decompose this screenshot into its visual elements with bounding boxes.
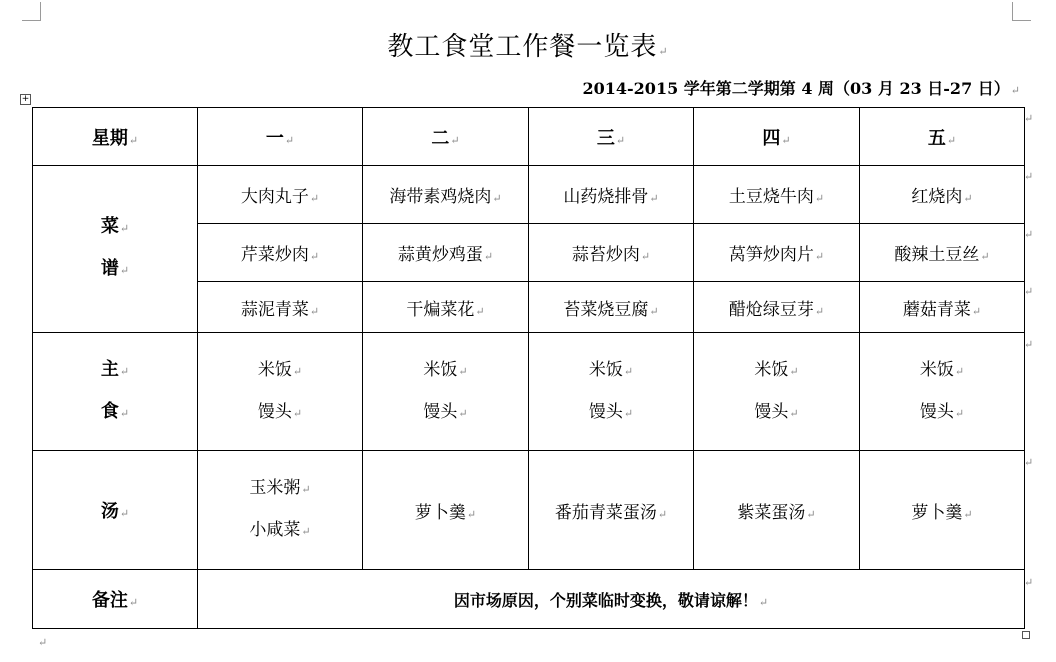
paragraph-mark: ↵ xyxy=(309,192,320,205)
dish-cell: 莴笋炒肉片↵ xyxy=(694,224,860,282)
paragraph-mark: ↵ xyxy=(615,133,626,147)
header-row xyxy=(33,108,1025,166)
dish-cell: 海带素鸡烧肉↵ xyxy=(363,166,529,224)
remarks-row xyxy=(33,570,1025,629)
dish-cell: 蒜苔炒肉↵ xyxy=(529,224,694,282)
dish-cell: 醋炝绿豆芽↵ xyxy=(694,282,860,333)
staple-row xyxy=(33,333,1025,451)
day-header-cell: 三↵ xyxy=(529,108,694,166)
paragraph-mark: ↵ xyxy=(119,222,130,235)
paragraph-mark: ↵ xyxy=(954,406,965,420)
paragraph-mark: ↵ xyxy=(458,364,468,378)
paragraph-mark: ↵ xyxy=(814,192,825,205)
menu-table xyxy=(32,107,1025,629)
paragraph-mark: ↵ xyxy=(119,264,130,277)
row-end-mark: ↵ xyxy=(1024,170,1034,183)
dish-cell: 山药烧排骨↵ xyxy=(529,166,694,224)
day-header-cell: 一↵ xyxy=(198,108,363,166)
soup-cell: 番茄青菜蛋汤↵ xyxy=(529,451,694,570)
paragraph-mark: ↵ xyxy=(1010,84,1020,97)
paragraph-mark: ↵ xyxy=(301,525,311,538)
paragraph-mark: ↵ xyxy=(292,364,303,378)
paragraph-mark: ↵ xyxy=(971,304,982,318)
paragraph-mark: ↵ xyxy=(623,364,634,378)
staple-cell: 米饭↵ 馒头↵ xyxy=(860,333,1025,451)
week-subtitle: 2014-2015 学年第二学期第 4 周（03 月 23 日-27 日）↵ xyxy=(582,79,1020,98)
paragraph-mark: ↵ xyxy=(483,250,494,263)
dish-cell: 蒜黄炒鸡蛋↵ xyxy=(363,224,529,282)
row-end-mark: ↵ xyxy=(1024,112,1034,125)
paragraph-mark: ↵ xyxy=(789,406,799,420)
paragraph-mark: ↵ xyxy=(128,596,139,609)
day-header-cell: 四↵ xyxy=(694,108,860,166)
margin-corner-top-left xyxy=(22,2,41,21)
remarks-label-cell: 备注↵ xyxy=(33,570,198,629)
paragraph-mark: ↵ xyxy=(640,250,651,263)
paragraph-mark: ↵ xyxy=(954,364,965,378)
paragraph-mark: ↵ xyxy=(284,133,295,147)
staple-cell: 米饭↵ 馒头↵ xyxy=(529,333,694,451)
remarks-text-cell: 因市场原因，个别菜临时变换，敬请谅解！↵ xyxy=(198,570,1025,629)
row-end-mark: ↵ xyxy=(1024,285,1034,298)
paragraph-mark: ↵ xyxy=(946,133,957,147)
paragraph-mark: ↵ xyxy=(781,133,791,147)
paragraph-mark: ↵ xyxy=(758,595,769,609)
paragraph-mark: ↵ xyxy=(963,192,973,205)
paragraph-mark: ↵ xyxy=(657,507,668,521)
paragraph-mark: ↵ xyxy=(658,45,669,58)
staple-label-cell: 主↵ 食↵ xyxy=(33,333,198,451)
final-paragraph-mark: ↵ xyxy=(38,636,48,649)
table-move-handle[interactable]: + xyxy=(21,94,30,104)
row-end-mark: ↵ xyxy=(1024,338,1034,351)
paragraph-mark: ↵ xyxy=(649,304,659,318)
paragraph-mark: ↵ xyxy=(649,192,659,205)
paragraph-mark: ↵ xyxy=(466,507,477,521)
staple-cell: 米饭↵ 馒头↵ xyxy=(694,333,860,451)
dish-cell: 干煸菜花↵ xyxy=(363,282,529,333)
paragraph-mark: ↵ xyxy=(980,250,990,263)
paragraph-mark: ↵ xyxy=(492,192,502,205)
dish-row xyxy=(33,166,1025,224)
dish-cell: 酸辣土豆丝↵ xyxy=(860,224,1025,282)
dish-cell: 苔菜烧豆腐↵ xyxy=(529,282,694,333)
dish-cell: 土豆烧牛肉↵ xyxy=(694,166,860,224)
paragraph-mark: ↵ xyxy=(814,250,825,263)
dish-cell: 红烧肉↵ xyxy=(860,166,1025,224)
paragraph-mark: ↵ xyxy=(301,483,311,496)
day-header-cell: 五↵ xyxy=(860,108,1025,166)
table-resize-handle[interactable] xyxy=(1022,631,1030,639)
paragraph-mark: ↵ xyxy=(119,364,130,378)
paragraph-mark: ↵ xyxy=(623,406,634,420)
soup-label-cell: 汤↵ xyxy=(33,451,198,570)
paragraph-mark: ↵ xyxy=(450,133,460,147)
paragraph-mark: ↵ xyxy=(128,133,139,147)
paragraph-mark: ↵ xyxy=(806,507,816,521)
row-end-mark: ↵ xyxy=(1024,576,1034,589)
soup-cell: 玉米粥↵ 小咸菜↵ xyxy=(198,451,363,570)
paragraph-mark: ↵ xyxy=(814,304,825,318)
dish-cell: 蘑菇青菜↵ xyxy=(860,282,1025,333)
weekday-header-cell: 星期↵ xyxy=(33,108,198,166)
day-header-cell: 二↵ xyxy=(363,108,529,166)
paragraph-mark: ↵ xyxy=(309,304,320,318)
paragraph-mark: ↵ xyxy=(789,364,799,378)
document-title: 教工食堂工作餐一览表↵ xyxy=(387,32,669,62)
paragraph-mark: ↵ xyxy=(309,250,320,263)
paragraph-mark: ↵ xyxy=(119,406,130,420)
menu-label-cell: 菜↵ 谱↵ xyxy=(33,166,198,333)
staple-cell: 米饭↵ 馒头↵ xyxy=(363,333,529,451)
dish-cell: 蒜泥青菜↵ xyxy=(198,282,363,333)
row-end-mark: ↵ xyxy=(1024,456,1034,469)
soup-cell: 萝卜羹↵ xyxy=(860,451,1025,570)
soup-cell: 萝卜羹↵ xyxy=(363,451,529,570)
paragraph-mark: ↵ xyxy=(292,406,303,420)
dish-cell: 芹菜炒肉↵ xyxy=(198,224,363,282)
paragraph-mark: ↵ xyxy=(475,304,485,318)
staple-cell: 米饭↵ 馒头↵ xyxy=(198,333,363,451)
dish-cell: 大肉丸子↵ xyxy=(198,166,363,224)
paragraph-mark: ↵ xyxy=(119,507,130,520)
soup-row xyxy=(33,451,1025,570)
margin-corner-top-right xyxy=(1012,2,1031,21)
row-end-mark: ↵ xyxy=(1024,228,1034,241)
paragraph-mark: ↵ xyxy=(963,507,973,521)
soup-cell: 紫菜蛋汤↵ xyxy=(694,451,860,570)
paragraph-mark: ↵ xyxy=(458,406,468,420)
